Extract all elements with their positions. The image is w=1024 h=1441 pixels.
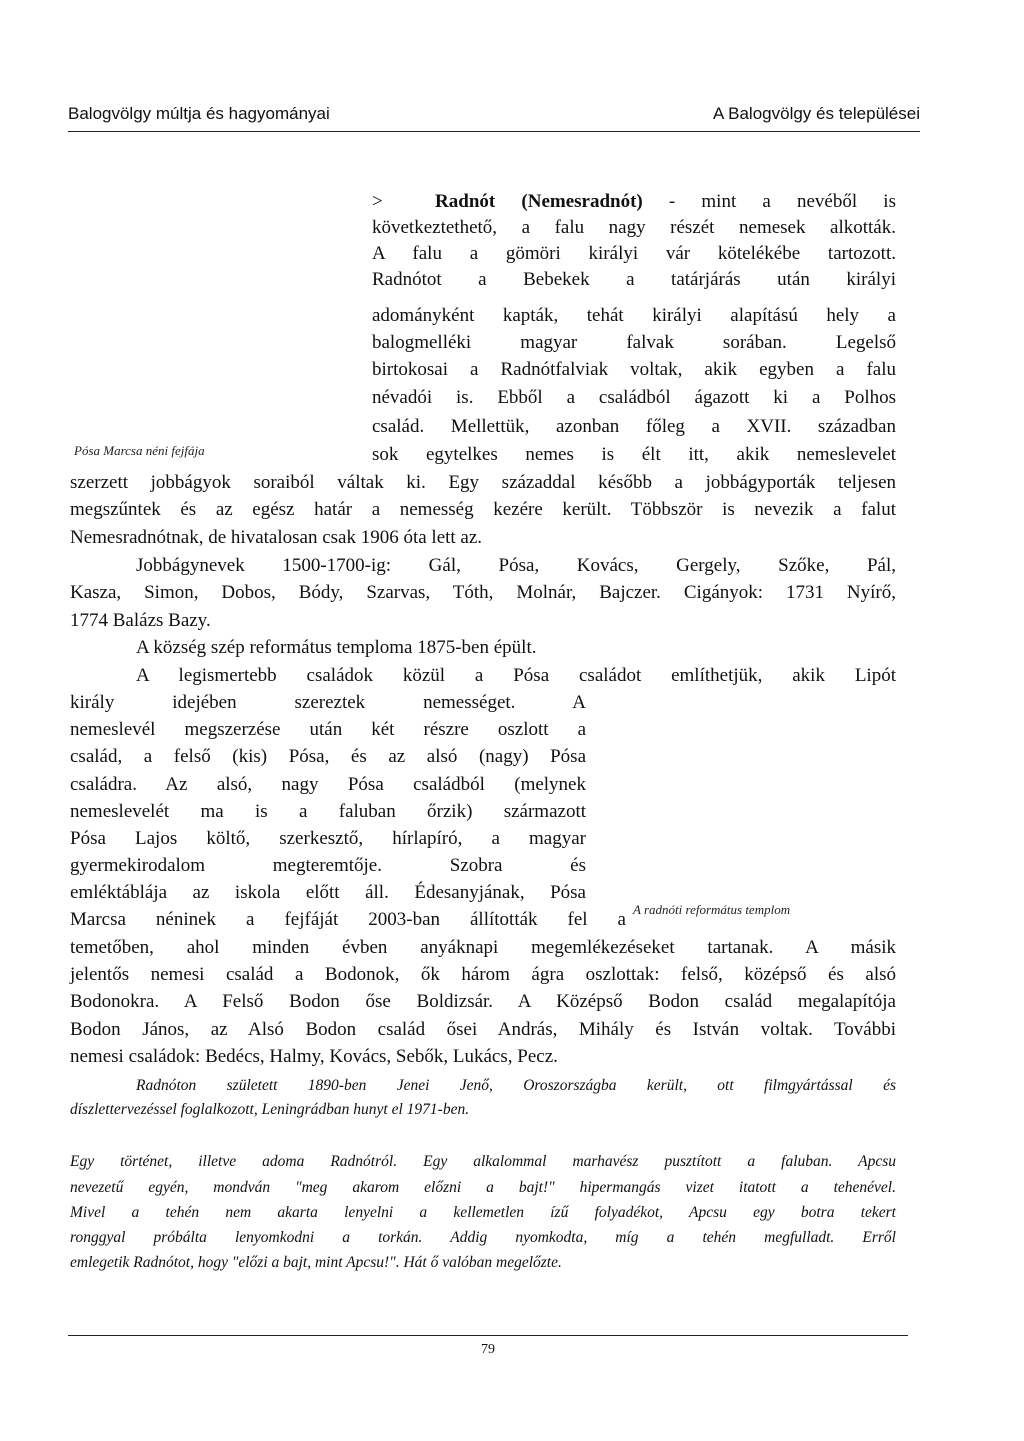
body-line: adományként kapták, tehát királyi alapítású hely a — [372, 305, 896, 326]
body-line: király idejében szereztek nemességet. A — [70, 692, 586, 713]
footer-rule — [68, 1335, 908, 1336]
anecdote-line: emlegetik Radnótot, hogy "előzi a bajt, mint Apcsu!". Hát ő valóban megelőzte. — [70, 1254, 562, 1271]
body-line: családra. Az alsó, nagy Pósa családból (melynek — [70, 774, 586, 795]
body-line: Kasza, Simon, Dobos, Bódy, Szarvas, Tóth, Molnár, Bajczer. Cigányok: 1731 Nyírő, — [70, 582, 896, 603]
body-line: Marcsa néninek a fejfáját 2003-ban állították fel a — [70, 909, 626, 930]
photo-caption-fejfa: Pósa Marcsa néni fejfája — [74, 443, 205, 458]
body-line: emléktáblája az iskola előtt áll. Édesanyjának, Pósa — [70, 882, 586, 903]
body-line: következtethető, a falu nagy részét nemesek alkották. — [372, 217, 896, 238]
body-line: jelentős nemesi család a Bodonok, ők három ágra oszlottak: felső, középső és alsó — [70, 964, 896, 985]
photo-caption-templom: A radnóti református templom — [633, 902, 791, 917]
body-line: gyermekirodalom megteremtője. Szobra és — [70, 855, 586, 876]
body-line: család, a felső (kis) Pósa, és az alsó (nagy) Pósa — [70, 746, 586, 767]
body-line: temetőben, ahol minden évben anyáknapi megemlékezéseket tartanak. A másik — [70, 937, 896, 958]
body-line: Bodonokra. A Felső Bodon őse Boldizsár. A Középső Bodon család megalapítója — [70, 991, 896, 1012]
note-jenei-line: Radnóton született 1890-ben Jenei Jenő, Oroszországba került, ott filmgyártással és — [136, 1077, 896, 1094]
body-line: Radnótot a Bebekek a tatárjárás után királyi — [372, 269, 896, 290]
body-line: szerzett jobbágyok soraiból váltak ki. Egy századdal később a jobbágyporták teljesen — [70, 472, 896, 493]
body-line: > Radnót (Nemesradnót) - mint a nevéből is — [372, 191, 896, 212]
body-line: Bodon János, az Alsó Bodon család ősei András, Mihály és István voltak. További — [70, 1019, 896, 1040]
body-line: A falu a gömöri királyi vár kötelékébe tartozott. — [372, 243, 896, 264]
body-line: nemesi családok: Bedécs, Halmy, Kovács, Sebők, Lukács, Pecz. — [70, 1046, 558, 1067]
body-line: nemeslevél megszerzése után két részre oszlott a — [70, 719, 586, 740]
running-header-right: A Balogvölgy és települései — [713, 104, 920, 123]
body-line: nemeslevelét ma is a faluban őrzik) származott — [70, 801, 586, 822]
page-number: 79 — [481, 1342, 495, 1357]
body-line: Pósa Lajos költő, szerkesztő, hírlapíró, a magyar — [70, 828, 586, 849]
anecdote-line: ronggyal próbálta lenyomkodni a torkán. Addig nyomkodta, míg a tehén megfulladt. Erről — [70, 1229, 896, 1246]
body-line: A község szép református temploma 1875-ben épült. — [136, 637, 537, 658]
body-line: birtokosai a Radnótfalviak voltak, akik egyben a falu — [372, 359, 896, 380]
body-line: megszűntek és az egész határ a nemesség kezére került. Többször is nevezik a falut — [70, 499, 896, 520]
heading-radnot: Radnót (Nemesradnót) — [435, 191, 643, 212]
body-line: balogmelléki magyar falvak sorában. Legelső — [372, 332, 896, 353]
body-line: Nemesradnótnak, de hivatalosan csak 1906 óta lett az. — [70, 527, 483, 548]
anecdote-line: Egy történet, illetve adoma Radnótról. Egy alkalommal marhavész pusztított a faluban. Apcsu — [70, 1153, 896, 1170]
anecdote-line: nevezetű egyén, mondván "meg akarom előzni a bajt!" hipermangás vizet itatott a tehenével. — [70, 1179, 896, 1196]
bullet-marker: > — [372, 191, 383, 212]
anecdote-line: Mivel a tehén nem akarta lenyelni a kellemetlen ízű folyadékot, Apcsu egy botra tekert — [70, 1204, 896, 1221]
body-line: névadói is. Ebből a családból ágazott ki a Polhos — [372, 387, 896, 408]
note-jenei-line: díszlettervezéssel foglalkozott, Leningrádban hunyt el 1971-ben. — [70, 1101, 470, 1118]
body-line: 1774 Balázs Bazy. — [70, 610, 211, 631]
running-header-left: Balogvölgy múltja és hagyományai — [68, 104, 330, 123]
body-line: sok egytelkes nemes is élt itt, akik nemeslevelet — [372, 444, 896, 465]
body-line: család. Mellettük, azonban főleg a XVII. században — [372, 416, 896, 437]
body-line: Jobbágynevek 1500-1700-ig: Gál, Pósa, Kovács, Gergely, Szőke, Pál, — [136, 555, 896, 576]
body-line: A legismertebb családok közül a Pósa családot említhetjük, akik Lipót — [136, 665, 896, 686]
header-rule — [68, 131, 920, 132]
